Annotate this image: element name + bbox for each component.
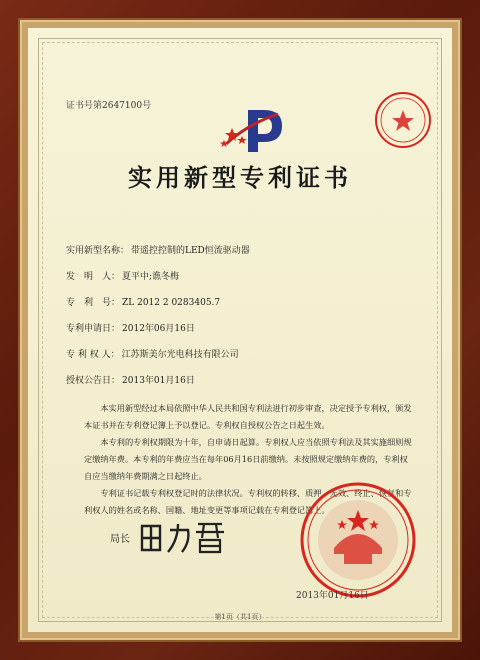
sipo-logo-icon bbox=[218, 104, 298, 160]
field-value: 江苏斯美尔光电科技有限公司 bbox=[121, 350, 239, 360]
field-value: 夏平中;谯冬梅 bbox=[122, 272, 180, 282]
field-value: ZL 2012 2 0283405.7 bbox=[122, 298, 221, 308]
field-label: 专 利 权 人： bbox=[66, 350, 120, 360]
field-grant-date bbox=[66, 373, 195, 386]
field-patent-number bbox=[66, 295, 220, 308]
field-filing-date bbox=[66, 321, 195, 334]
field-label: 专 利 号： bbox=[66, 298, 121, 308]
director-label: 局长 bbox=[110, 534, 130, 545]
field-label: 实用新型名称： bbox=[66, 246, 130, 256]
page-number: 第1页（共1页） bbox=[214, 613, 266, 621]
field-value: 2013年01月16日 bbox=[122, 376, 195, 386]
body-paragraph: 专利证书记载专利权登记时的法律状况。专利权的转移、质押、无效、终止、恢复和专利权人的姓名或名称、国籍、地址变更等事项记载在专利登记簿上。 bbox=[84, 488, 412, 515]
body-paragraph: 本专利的专利权期限为十年，自申请日起算。专利权人应当依照专利法及其实施细则规定缴纳年费。本专利的年费应当在每年06月16日前缴纳。未按照规定缴纳年费的，专利权自应当缴纳年费期满之日起终止。 bbox=[84, 437, 412, 481]
field-value: 2012年06月16日 bbox=[122, 324, 195, 334]
field-label: 发 明 人： bbox=[66, 272, 121, 282]
certificate-number: 证书号第2647100号 bbox=[66, 101, 152, 111]
field-utility-model-name bbox=[66, 243, 250, 256]
office-seal-icon bbox=[298, 480, 418, 604]
page-title: 实用新型专利证书 bbox=[128, 163, 352, 192]
field-label: 专利申请日： bbox=[66, 324, 121, 334]
certificate-paper bbox=[28, 28, 452, 632]
director-signature-icon bbox=[138, 516, 228, 560]
agency-seal-icon bbox=[373, 90, 433, 154]
field-label: 授权公告日： bbox=[66, 376, 121, 386]
field-patentee bbox=[66, 347, 239, 360]
issue-date: 2013年01月16日 bbox=[296, 591, 369, 601]
field-value: 带遥控控制的LED恒流驱动器 bbox=[131, 246, 250, 256]
body-paragraph: 本实用新型经过本局依照中华人民共和国专利法进行初步审查，决定授予专利权，颁发本证书并在专利登记簿上予以登记。专利权自授权公告之日起生效。 bbox=[84, 403, 412, 430]
field-inventor bbox=[66, 269, 179, 282]
